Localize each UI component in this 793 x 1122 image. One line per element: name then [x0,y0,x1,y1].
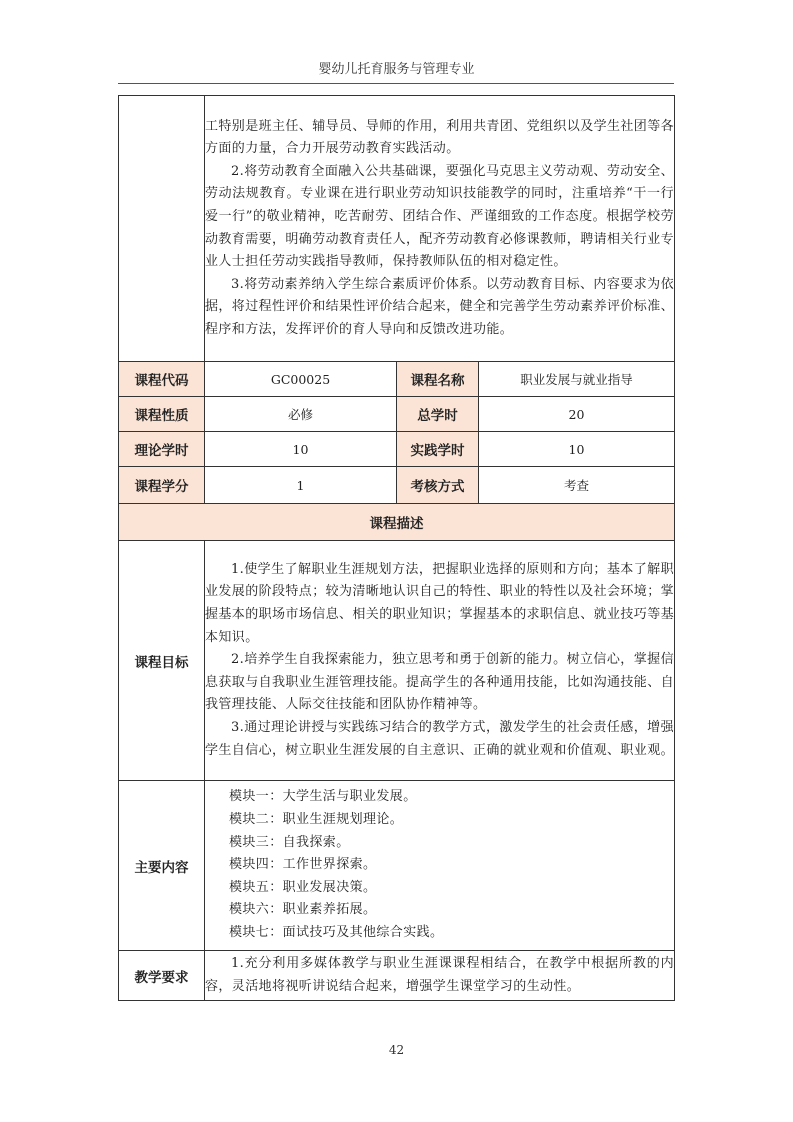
description-title: 课程描述 [119,504,675,541]
course-code-value: GC00025 [205,362,397,397]
objectives-label: 课程目标 [119,541,205,781]
requirements-text [205,951,675,1001]
module-item: 模块四：工作世界探索。 [229,857,377,873]
module-item: 模块三：自我探索。 [229,834,350,850]
credits-value: 1 [205,467,397,504]
page-number: 42 [388,1043,405,1057]
course-name-label: 课程名称 [397,362,479,397]
module-item: 模块七：面试技巧及其他综合实践。 [229,924,444,940]
objectives-text [205,541,675,781]
total-hours-label: 总学时 [397,397,479,432]
objective-paragraph-3: 3.通过理论讲授与实践练习结合的教学方式，激发学生的社会责任感，增强学生自信心，树立职业生涯发展的自主意识、正确的就业观和价值观、职业观。 [205,719,675,758]
labor-paragraph-1: 工特别是班主任、辅导员、导师的作用，利用共青团、党组织以及学生社团等各方面的力量，合力开展劳动教育实践活动。 [205,118,675,157]
course-nature-label: 课程性质 [119,397,205,432]
content-modules [205,781,675,951]
page-header: 婴幼儿托育服务与管理专业 [318,62,475,77]
objective-paragraph-2: 2.培养学生自我探索能力，独立思考和勇于创新的能力。树立信心，掌握信息获取与自我职业生涯管理技能。提高学生的各种通用技能，比如沟通技能、自我管理技能、人际交往技能和团队协作精神等。 [205,652,675,713]
assessment-value: 考查 [479,467,675,504]
labor-paragraph-3: 3.将劳动素养纳入学生综合素质评价体系。以劳动教育目标、内容要求为依据，将过程性评价和结果性评价结合起来，健全和完善学生劳动素养评价标准、程序和方法，发挥评价的育人导向和反馈改进功能。 [205,276,675,337]
info-row-code [119,362,675,397]
theory-hours-label: 理论学时 [119,432,205,467]
requirement-paragraph-1: 1.充分利用多媒体教学与职业生涯课课程相结合，在教学中根据所教的内容，灵活地将视听讲说结合起来，增强学生课堂学习的生动性。 [205,955,674,994]
labor-education-row [119,96,675,362]
module-item: 模块五：职业发展决策。 [229,879,377,895]
module-item: 模块一：大学生活与职业发展。 [229,789,417,805]
course-nature-value: 必修 [205,397,397,432]
course-table [118,95,675,1001]
description-title-row [119,504,675,541]
info-row-nature [119,397,675,432]
labor-paragraph-2: 2.将劳动教育全面融入公共基础课，要强化马克思主义劳动观、劳动安全、劳动法规教育。专业课在进行职业劳动知识技能教学的同时，注重培养“干一行爱一行”的敬业精神，吃苦耐劳、团结合作、严谨细致的工作态度。根据学校劳动教育需要，明确劳动教育责任人，配齐劳动教育必修课教师，聘请相关行业专业人士担任劳动实践指导教师，保持教师队伍的相对稳定性。 [205,163,675,270]
labor-education-label-cell [119,96,205,362]
content-label: 主要内容 [119,781,205,951]
requirements-label: 教学要求 [119,951,205,1001]
requirements-row [119,951,675,1001]
objectives-row [119,541,675,781]
course-code-label: 课程代码 [119,362,205,397]
info-row-hours [119,432,675,467]
content-row [119,781,675,951]
theory-hours-value: 10 [205,432,397,467]
credits-label: 课程学分 [119,467,205,504]
module-item: 模块二：职业生涯规划理论。 [229,812,404,828]
module-item: 模块六：职业素养拓展。 [229,902,377,918]
assessment-label: 考核方式 [397,467,479,504]
course-name-value: 职业发展与就业指导 [479,362,675,397]
header-rule [118,83,674,84]
info-row-credits [119,467,675,504]
labor-education-text [205,96,675,362]
practice-hours-value: 10 [479,432,675,467]
total-hours-value: 20 [479,397,675,432]
objective-paragraph-1: 1.使学生了解职业生涯规划方法，把握职业选择的原则和方向；基本了解职业发展的阶段特点；较为清晰地认识自己的特性、职业的特性以及社会环境；掌握基本的职场市场信息、相关的职业知识；掌握基本的求职信息、就业技巧等基本知识。 [205,561,675,645]
practice-hours-label: 实践学时 [397,432,479,467]
